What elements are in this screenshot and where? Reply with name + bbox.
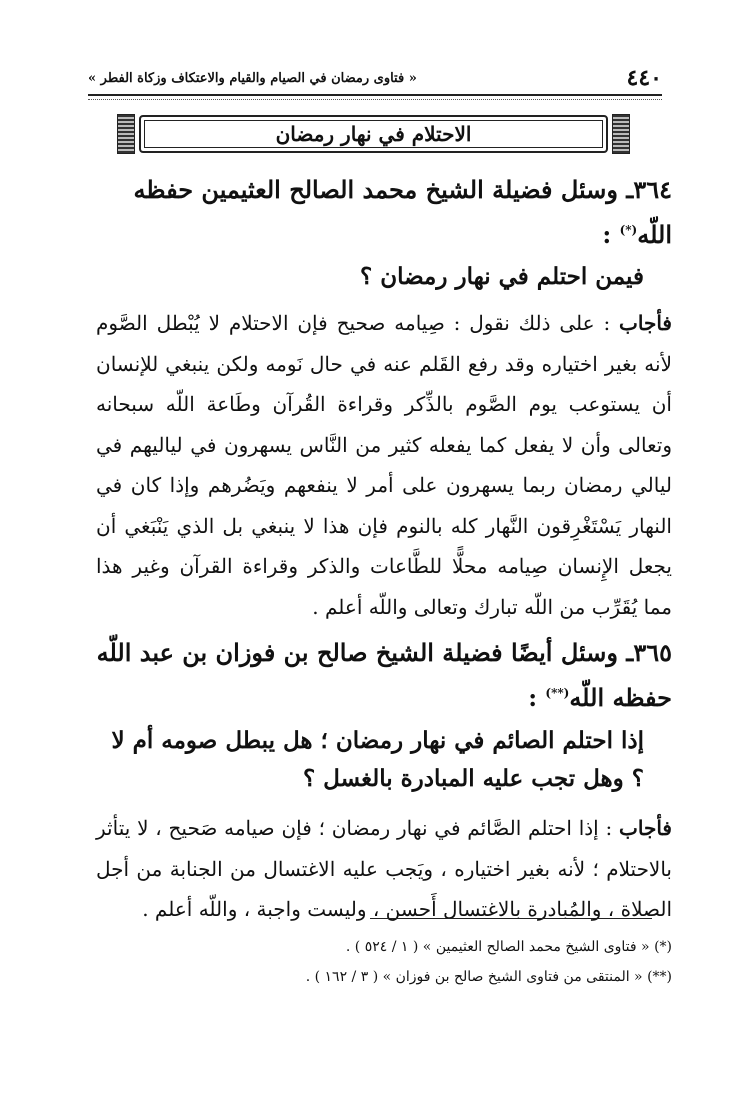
page-number: ٤٤٠: [626, 65, 662, 91]
running-title: « فتاوى رمضان في الصيام والقيام والاعتكاف وزكاة الفطر »: [88, 70, 417, 86]
footnotes: [96, 932, 672, 992]
frame-body: [139, 115, 608, 153]
footnote-rule: [370, 918, 652, 919]
fatwa-365-answer: [96, 808, 672, 930]
fatwa-365-question: إذا احتلم الصائم في نهار رمضان ؛ هل يبطل صومه أم لا ؟ وهل تجب عليه المبادرة بالغسل ؟: [111, 727, 644, 792]
section-title-frame: [117, 111, 630, 157]
frame-ornament-left: [117, 114, 135, 154]
footnote-2: (**) « المنتقى من فتاوى الشيخ صالح بن فوزان » ( ٣ / ١٦٢ ) .: [305, 969, 672, 985]
answer-label: فأجاب: [619, 311, 672, 335]
header-rule: [88, 94, 662, 96]
fatwa-364-question: فيمن احتلم في نهار رمضان ؟: [359, 263, 644, 290]
fatwa-365-heading: [96, 633, 672, 718]
section-title: الاحتلام في نهار رمضان: [275, 122, 472, 146]
fatwa-365-colon: :: [528, 683, 546, 712]
fatwa-364-heading: [96, 170, 672, 255]
fatwa-365-heading-text: ٣٦٥ـ وسئل أيضًا فضيلة الشيخ صالح بن فوزان بن عبد اللّه حفظه اللّه: [96, 638, 672, 712]
answer-label: فأجاب: [619, 816, 672, 840]
fatwa-365-answer-text: : إذا احتلم الصَّائم في نهار رمضان ؛ فإن صيامه صَحيح ، لا يتأثر بالاحتلام ؛ لأنه بغير اختياره ، ويَجب عليه الاغتسال من الجنابة من أجل الصلاة ، والمُبادرة بالاغتسال أَحسن ، وليست واجبة ، واللّه أعلم .: [96, 816, 672, 921]
frame-ornament-right: [612, 114, 630, 154]
fatwa-364-colon: :: [602, 220, 620, 249]
running-head: [88, 64, 662, 92]
main-content: [96, 170, 672, 930]
fatwa-364-ref: (*): [619, 223, 638, 237]
fatwa-364-answer: [96, 303, 672, 627]
fatwa-365-ref: (**): [545, 686, 570, 700]
fatwa-364-heading-text: ٣٦٤ـ وسئل فضيلة الشيخ محمد الصالح العثيمين حفظه اللّه: [133, 175, 672, 249]
fatwa-364-answer-text: : على ذلك نقول : صِيامه صحيح فإن الاحتلام لا يُبْطل الصَّوم لأنه بغير اختياره وقد رفع القَلم عنه في حال نَومه ولكن ينبغي للإنسان أن يستوعب يوم الصَّوم بالذِّكر وقراءة القُرآن وطَاعة اللّه سبحانه وتعالى وأن لا يفعل كما يفعله كثير من النَّاس يسهرون في لياليهم في ليالي رمضان ربما يسهرون على أمر لا ينفعهم ويَضُرهم وإذا كان في النهار يَسْتَغْرِقون النَّهار كله بالنوم فإن هذا لا ينبغي بل الذي يَنْبَغي أن يجعل الإِنسان صِيامه محلًّا للطَّاعات والذكر وقراءة القرآن وغير هذا مما يُقَرِّب من اللّه تبارك وتعالى واللّه أعلم .: [96, 311, 672, 619]
footnote-1: (*) « فتاوى الشيخ محمد الصالح العثيمين » ( ١ / ٥٢٤ ) .: [345, 939, 672, 955]
